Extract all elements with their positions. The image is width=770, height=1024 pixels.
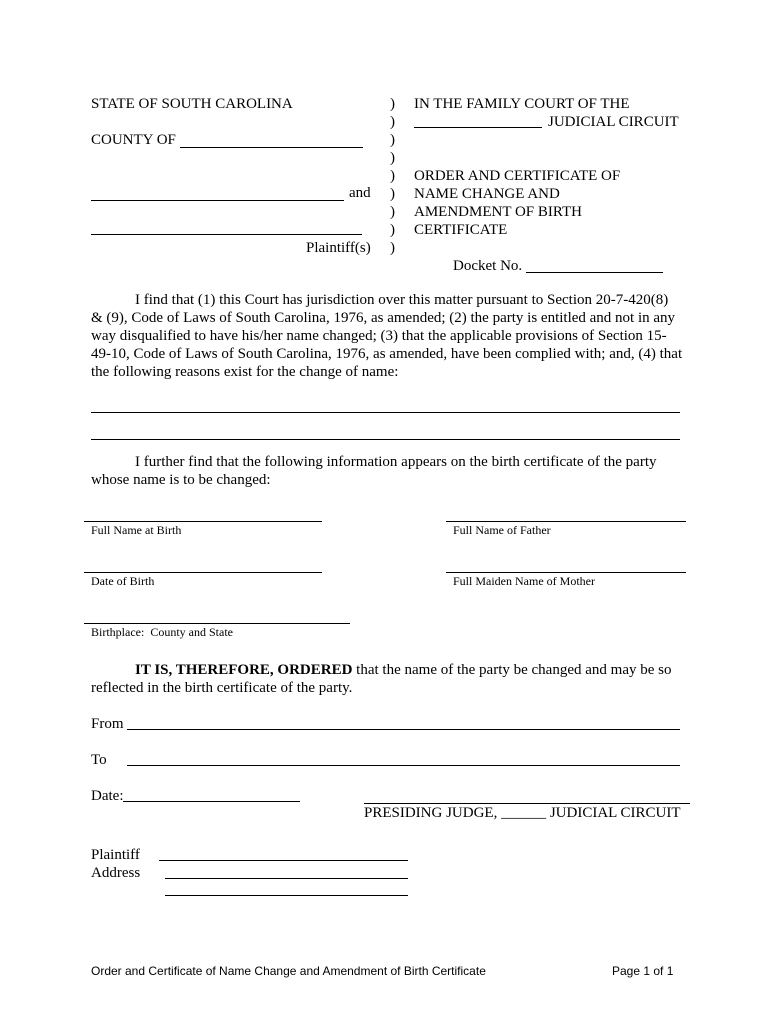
maiden-name-of-mother-label: Full Maiden Name of Mother	[453, 574, 595, 588]
full-name-at-birth-line[interactable]	[84, 521, 322, 522]
maiden-name-of-mother-line[interactable]	[446, 572, 686, 573]
docket-input-line[interactable]	[526, 272, 663, 273]
address-line-2[interactable]	[165, 895, 408, 896]
caption-paren: )	[390, 150, 395, 166]
reason-line-1[interactable]	[91, 412, 680, 413]
full-name-of-father-label: Full Name of Father	[453, 523, 551, 537]
docket-label: Docket No.	[453, 258, 523, 274]
from-label: From	[91, 716, 124, 732]
ordered-paragraph	[91, 661, 683, 697]
caption-paren: )	[390, 96, 395, 112]
to-name-line[interactable]	[127, 765, 680, 766]
from-name-line[interactable]	[127, 729, 680, 730]
caption-paren: )	[390, 168, 395, 184]
circuit-input-line[interactable]	[414, 127, 542, 128]
ordered-bold-text: IT IS, THEREFORE, ORDERED	[135, 662, 353, 678]
address-label: Address	[91, 865, 141, 881]
presiding-judge-label: PRESIDING JUDGE, ______ JUDICIAL CIRCUIT	[364, 805, 681, 821]
document-title-line: NAME CHANGE AND	[414, 186, 560, 202]
caption-paren: )	[390, 114, 395, 130]
caption-paren: )	[390, 132, 395, 148]
court-line1: IN THE FAMILY COURT OF THE	[414, 96, 630, 112]
date-input-line[interactable]	[123, 801, 300, 802]
birthplace-line[interactable]	[84, 623, 350, 624]
party1-input-line[interactable]	[91, 200, 344, 201]
county-input-line[interactable]	[180, 147, 363, 148]
caption-paren: )	[390, 186, 395, 202]
and-label: and	[349, 185, 371, 201]
full-name-at-birth-label: Full Name at Birth	[91, 523, 182, 537]
ordered-rest-text: that the name of the party be changed and may be so reflected in the birth certificate of the party.	[91, 662, 672, 696]
caption-paren: )	[390, 204, 395, 220]
finding-paragraph: I find that (1) this Court has jurisdiction over this matter pursuant to Section 20-7-420(8) & (9), Code of Laws of South Carolina, 1976, as amended; (2) the party is entitled and not in any way disqualified to have his/her name changed; (3) that the applicable provisions of Section 15-49-10, Code of Laws of South Carolina, 1976, as amended, have been complied with; and, (4) that the following reasons exist for the change of name:	[91, 292, 683, 380]
to-label: To	[91, 752, 107, 768]
date-of-birth-line[interactable]	[84, 572, 322, 573]
plaintiff-label: Plaintiff	[91, 847, 140, 863]
footer-title: Order and Certificate of Name Change and Amendment of Birth Certificate	[91, 964, 486, 978]
state-label: STATE OF SOUTH CAROLINA	[91, 96, 293, 112]
court-line2: JUDICIAL CIRCUIT	[548, 114, 679, 130]
birthplace-label: Birthplace: County and State	[91, 625, 233, 639]
plaintiff-name-line[interactable]	[159, 860, 408, 861]
document-title-line: ORDER AND CERTIFICATE OF	[414, 168, 621, 184]
county-label: COUNTY OF	[91, 132, 176, 148]
address-line-1[interactable]	[165, 878, 408, 879]
date-of-birth-label: Date of Birth	[91, 574, 155, 588]
date-label: Date:	[91, 788, 124, 804]
full-name-of-father-line[interactable]	[446, 521, 686, 522]
caption-paren: )	[390, 240, 395, 256]
reason-line-2[interactable]	[91, 439, 680, 440]
party2-input-line[interactable]	[91, 234, 362, 235]
caption-paren: )	[390, 222, 395, 238]
document-title-line: AMENDMENT OF BIRTH	[414, 204, 582, 220]
plaintiff-role-label: Plaintiff(s)	[306, 240, 371, 256]
page-number: Page 1 of 1	[612, 964, 674, 978]
document-title-line: CERTIFICATE	[414, 222, 508, 238]
further-paragraph: I further find that the following information appears on the birth certificate of the party whose name is to be changed:	[91, 454, 657, 488]
